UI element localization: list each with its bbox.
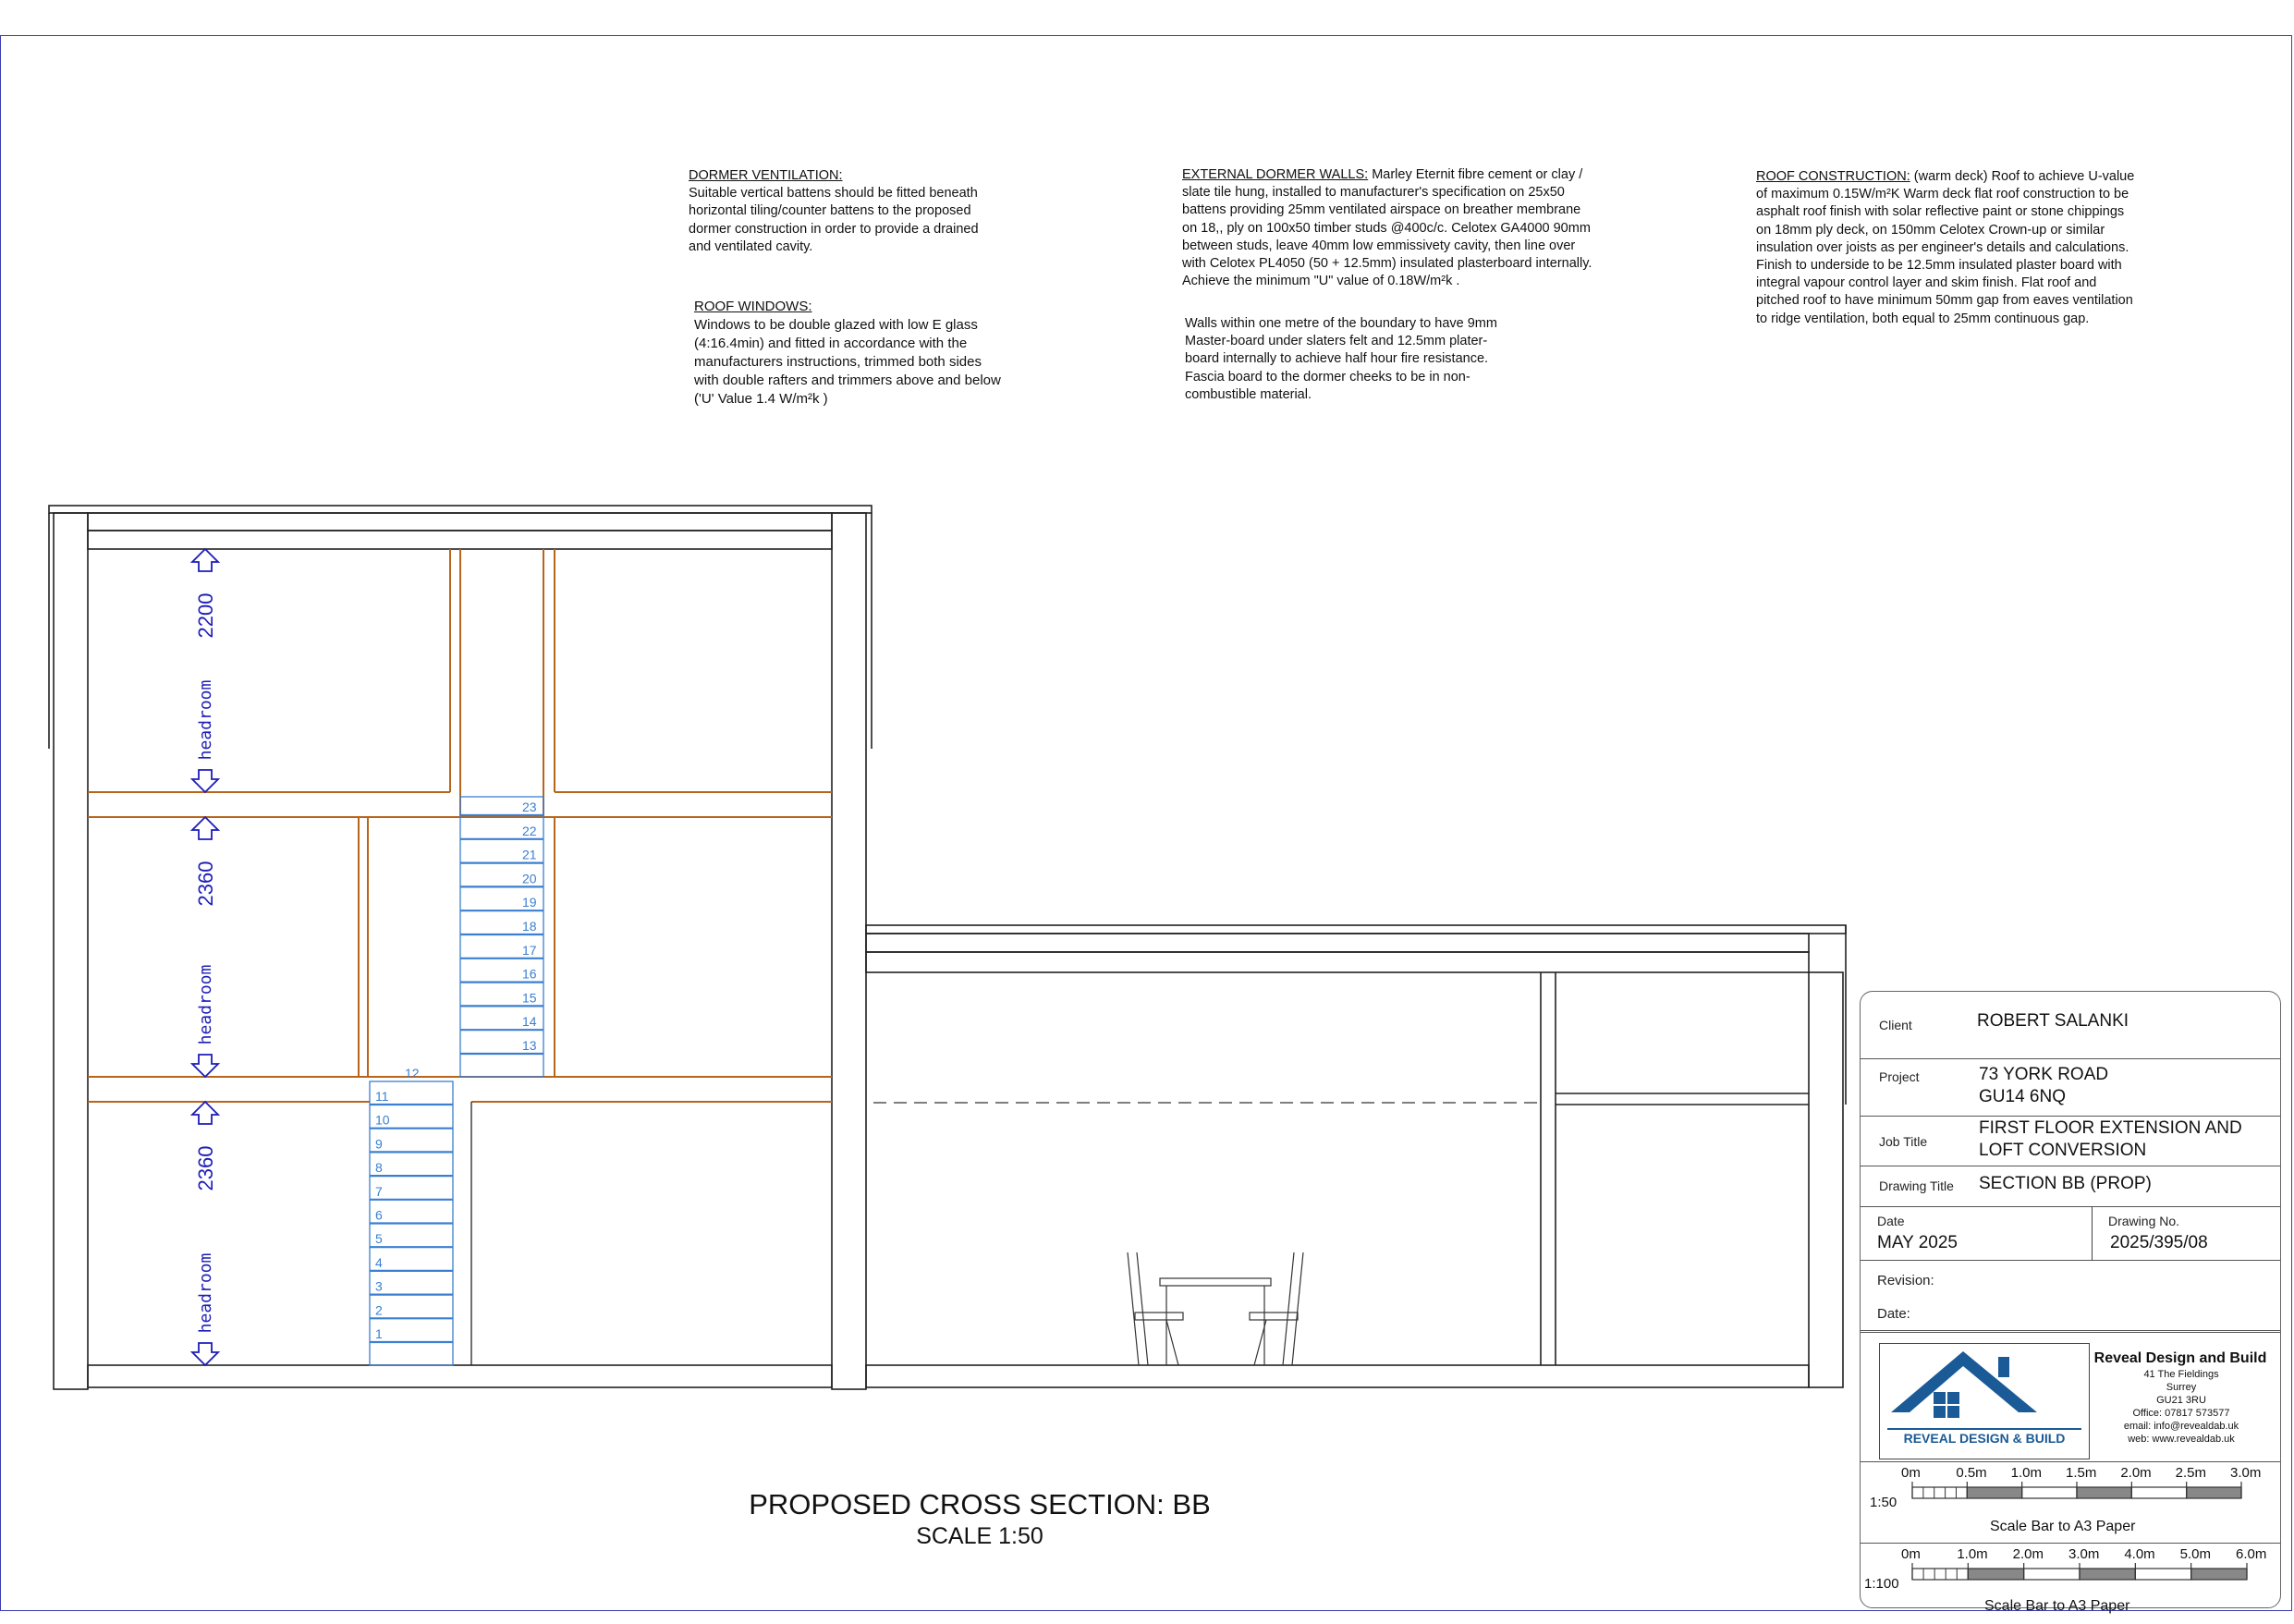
title-block bbox=[1860, 991, 2281, 1614]
tb-date-row bbox=[1861, 1206, 2280, 1261]
tb-drawing-title-label: Drawing Title bbox=[1879, 1178, 1954, 1193]
note-boundary-walls-body: Walls within one metre of the boundary to have 9mm Master-board under slaters felt and 12.5mm plater- board internally to achieve half hour fire resistance. Fascia board to the dormer cheeks to be in non- combustible material. bbox=[1185, 316, 1497, 402]
headroom-dimension-value: 2360 bbox=[194, 1145, 217, 1191]
tb-project-label: Project bbox=[1879, 1069, 1920, 1084]
scale-segment bbox=[1912, 1569, 1968, 1580]
tb-date-label: Date bbox=[1877, 1214, 1905, 1228]
headroom-label: headroom bbox=[196, 1252, 215, 1334]
section-title: PROPOSED CROSS SECTION: BB bbox=[749, 1488, 1211, 1520]
tb-date-value: MAY 2025 bbox=[1877, 1233, 1958, 1252]
tb-project-row bbox=[1861, 1058, 2280, 1117]
stair-number: 1 bbox=[375, 1326, 383, 1341]
stair-number: 5 bbox=[375, 1231, 383, 1247]
stair-number: 20 bbox=[522, 871, 537, 886]
stair-number: 21 bbox=[522, 847, 537, 862]
headroom-arrow-down-icon bbox=[192, 1055, 218, 1077]
scale-segment bbox=[2191, 1569, 2247, 1580]
scale-tick-label: 1.0m bbox=[2010, 1465, 2043, 1481]
note-roof-construction-heading: ROOF CONSTRUCTION: bbox=[1756, 169, 1910, 184]
stair-number: 4 bbox=[375, 1254, 383, 1270]
note-roof-construction-first: (warm deck) Roof to achieve U-value bbox=[1910, 169, 2135, 184]
scale-1-100-ratio: 1:100 bbox=[1864, 1576, 1899, 1592]
stair-number: 6 bbox=[375, 1207, 383, 1223]
note-external-dormer-walls-first: Marley Eternit fibre cement or clay / bbox=[1368, 167, 1583, 182]
staircase bbox=[370, 797, 543, 1365]
stair-number: 16 bbox=[522, 966, 537, 982]
company-logo bbox=[1879, 1343, 2090, 1459]
note-external-dormer-walls-heading: EXTERNAL DORMER WALLS: bbox=[1182, 167, 1369, 182]
headroom-arrow-up-icon bbox=[192, 817, 218, 839]
scale-1-50-caption: Scale Bar to A3 Paper bbox=[1990, 1519, 2136, 1534]
scale-tick-label: 0.5m bbox=[1956, 1465, 1987, 1481]
stair-number: 22 bbox=[522, 823, 537, 838]
tb-drawing-no-value: 2025/395/08 bbox=[2110, 1233, 2208, 1252]
tb-drawing-title-row bbox=[1861, 1166, 2280, 1207]
stair-number: 15 bbox=[522, 990, 537, 1006]
tb-job-row bbox=[1861, 1116, 2280, 1166]
scale-segment bbox=[2022, 1487, 2077, 1498]
scale-tick-label: 5.0m bbox=[2179, 1546, 2212, 1562]
scale-tick-label: 1.5m bbox=[2066, 1465, 2097, 1481]
company-office: Office: 07817 573577 bbox=[2132, 1408, 2230, 1419]
note-roof-windows-heading: ROOF WINDOWS: bbox=[694, 299, 812, 314]
headroom-label: headroom bbox=[196, 964, 215, 1045]
stair-number: 8 bbox=[375, 1160, 383, 1176]
scale-bar-1-50 bbox=[1861, 1461, 2280, 1543]
scale-segment bbox=[2131, 1487, 2186, 1498]
stair-number: 19 bbox=[522, 895, 537, 910]
headroom-arrow-up-icon bbox=[192, 1102, 218, 1124]
scale-tick-label: 2.0m bbox=[2012, 1546, 2044, 1562]
stair-number: 2 bbox=[375, 1302, 383, 1318]
tb-revision-label: Revision: bbox=[1877, 1273, 1934, 1288]
stair-number: 13 bbox=[522, 1038, 537, 1053]
tb-date-divider bbox=[2092, 1206, 2093, 1260]
headroom-arrow-up-icon bbox=[192, 549, 218, 571]
tb-date2-label: Date: bbox=[1877, 1306, 1910, 1322]
scale-1-100-caption: Scale Bar to A3 Paper bbox=[1984, 1598, 2130, 1614]
scale-segment bbox=[2077, 1487, 2131, 1498]
note-dormer-ventilation-heading: DORMER VENTILATION: bbox=[689, 168, 843, 183]
tb-logo-top-divider bbox=[1861, 1330, 2280, 1331]
headroom-arrow-down-icon bbox=[192, 1343, 218, 1365]
tb-job-label: Job Title bbox=[1879, 1134, 1928, 1149]
tb-drawing-no-label: Drawing No. bbox=[2108, 1214, 2180, 1228]
note-roof-construction-body: of maximum 0.15W/m²K Warm deck flat roof construction to be asphalt roof finish with solar reflective paint or stone chippings on 18mm ply deck, on 150mm Celotex Crown-up or similar insulation over joists as per engineer's details and calculations. Finish to underside to be 12.5mm insulated plaster board with integral vapour control layer and skim finish. Flat roof and pitched roof to have minimum 50mm gap from eaves ventilation to ridge ventilation, both equal to 25mm continuous gap. bbox=[1756, 187, 2133, 326]
stair-number: 23 bbox=[522, 800, 537, 814]
note-roof-windows-body: Windows to be double glazed with low E glass (4:16.4min) and fitted in accordance with the manufacturers instructions, trimmed both sides with double rafters and trimmers above and below ('U' Value 1.4 W/m²k ) bbox=[694, 317, 1001, 407]
headroom-label: headroom bbox=[196, 679, 215, 761]
tb-revision-row bbox=[1861, 1260, 2280, 1333]
tb-project-line2: GU14 6NQ bbox=[1979, 1087, 2066, 1106]
stair-number: 17 bbox=[522, 942, 537, 958]
company-web: web: www.revealdab.uk bbox=[2128, 1434, 2235, 1445]
company-postcode: GU21 3RU bbox=[2156, 1395, 2206, 1406]
tb-project-line1: 73 YORK ROAD bbox=[1979, 1065, 2109, 1084]
scale-1-50-ratio: 1:50 bbox=[1870, 1495, 1897, 1510]
scale-tick-label: 1.0m bbox=[1957, 1546, 1988, 1562]
stair-number: 3 bbox=[375, 1278, 383, 1294]
stair-landing-number: 12 bbox=[405, 1066, 420, 1081]
tb-job-line2: LOFT CONVERSION bbox=[1979, 1141, 2147, 1160]
scale-tick-label: 0m bbox=[1901, 1546, 1921, 1562]
stair-number: 14 bbox=[522, 1014, 537, 1030]
scale-tick-label: 2.0m bbox=[2120, 1465, 2152, 1481]
tb-client-value: ROBERT SALANKI bbox=[1977, 1011, 2129, 1031]
stair-number: 11 bbox=[375, 1089, 389, 1104]
tb-job-line1: FIRST FLOOR EXTENSION AND bbox=[1979, 1118, 2242, 1138]
tb-client-row bbox=[1861, 992, 2280, 1059]
stair-number: 10 bbox=[375, 1112, 390, 1128]
company-email: email: info@revealdab.uk bbox=[2123, 1421, 2239, 1432]
scale-tick-label: 3.0m bbox=[2068, 1546, 2100, 1562]
note-dormer-ventilation-body: Suitable vertical battens should be fitted beneath horizontal tiling/counter battens to the proposed dormer construction in order to provide a drained and ventilated cavity. bbox=[689, 186, 979, 254]
table-and-chairs bbox=[1128, 1252, 1303, 1365]
tb-drawing-title-value: SECTION BB (PROP) bbox=[1979, 1174, 2152, 1193]
scale-tick-label: 6.0m bbox=[2236, 1546, 2267, 1562]
scale-bar-1-100 bbox=[1861, 1543, 2280, 1624]
company-name: Reveal Design and Build bbox=[2093, 1350, 2267, 1366]
scale-tick-label: 3.0m bbox=[2230, 1465, 2262, 1481]
scale-segment bbox=[1967, 1487, 2021, 1498]
note-external-dormer-walls-body: slate tile hung, installed to manufacturer's specification on 25x50 battens providing 25mm ventilated airspace on breather membrane on 18,, ply on 100x50 timber studs @400c/c. Celotex GA4000 90mm between studs, leave 40mm low emmissivety cavity, then line over with Celotex PL4050 (50 + 12.5mm) insulated plasterboard internally. Achieve the minimum "U" value of 0.18W/m²k . bbox=[1182, 185, 1592, 289]
scale-tick-label: 0m bbox=[1901, 1465, 1921, 1481]
stair-number: 9 bbox=[375, 1136, 383, 1152]
scale-segment bbox=[2024, 1569, 2080, 1580]
scale-segment bbox=[2187, 1487, 2241, 1498]
company-address1: 41 The Fieldings bbox=[2143, 1369, 2219, 1380]
section-scale: SCALE 1:50 bbox=[916, 1523, 1043, 1549]
extension-outline bbox=[866, 925, 1846, 1387]
stair-number: 7 bbox=[375, 1183, 383, 1199]
scale-segment bbox=[2080, 1569, 2135, 1580]
scale-segment bbox=[2135, 1569, 2190, 1580]
tb-client-label: Client bbox=[1879, 1018, 1912, 1032]
logo-text: REVEAL DESIGN & BUILD bbox=[1903, 1431, 2066, 1446]
scale-tick-label: 4.0m bbox=[2124, 1546, 2155, 1562]
stair-number: 18 bbox=[522, 919, 537, 934]
company-address2: Surrey bbox=[2166, 1382, 2197, 1393]
headroom-arrow-down-icon bbox=[192, 770, 218, 792]
headroom-dimension-value: 2360 bbox=[194, 861, 217, 907]
scale-tick-label: 2.5m bbox=[2175, 1465, 2207, 1481]
scale-segment bbox=[1912, 1487, 1967, 1498]
scale-segment bbox=[1968, 1569, 2023, 1580]
headroom-dimension-value: 2200 bbox=[194, 592, 217, 639]
